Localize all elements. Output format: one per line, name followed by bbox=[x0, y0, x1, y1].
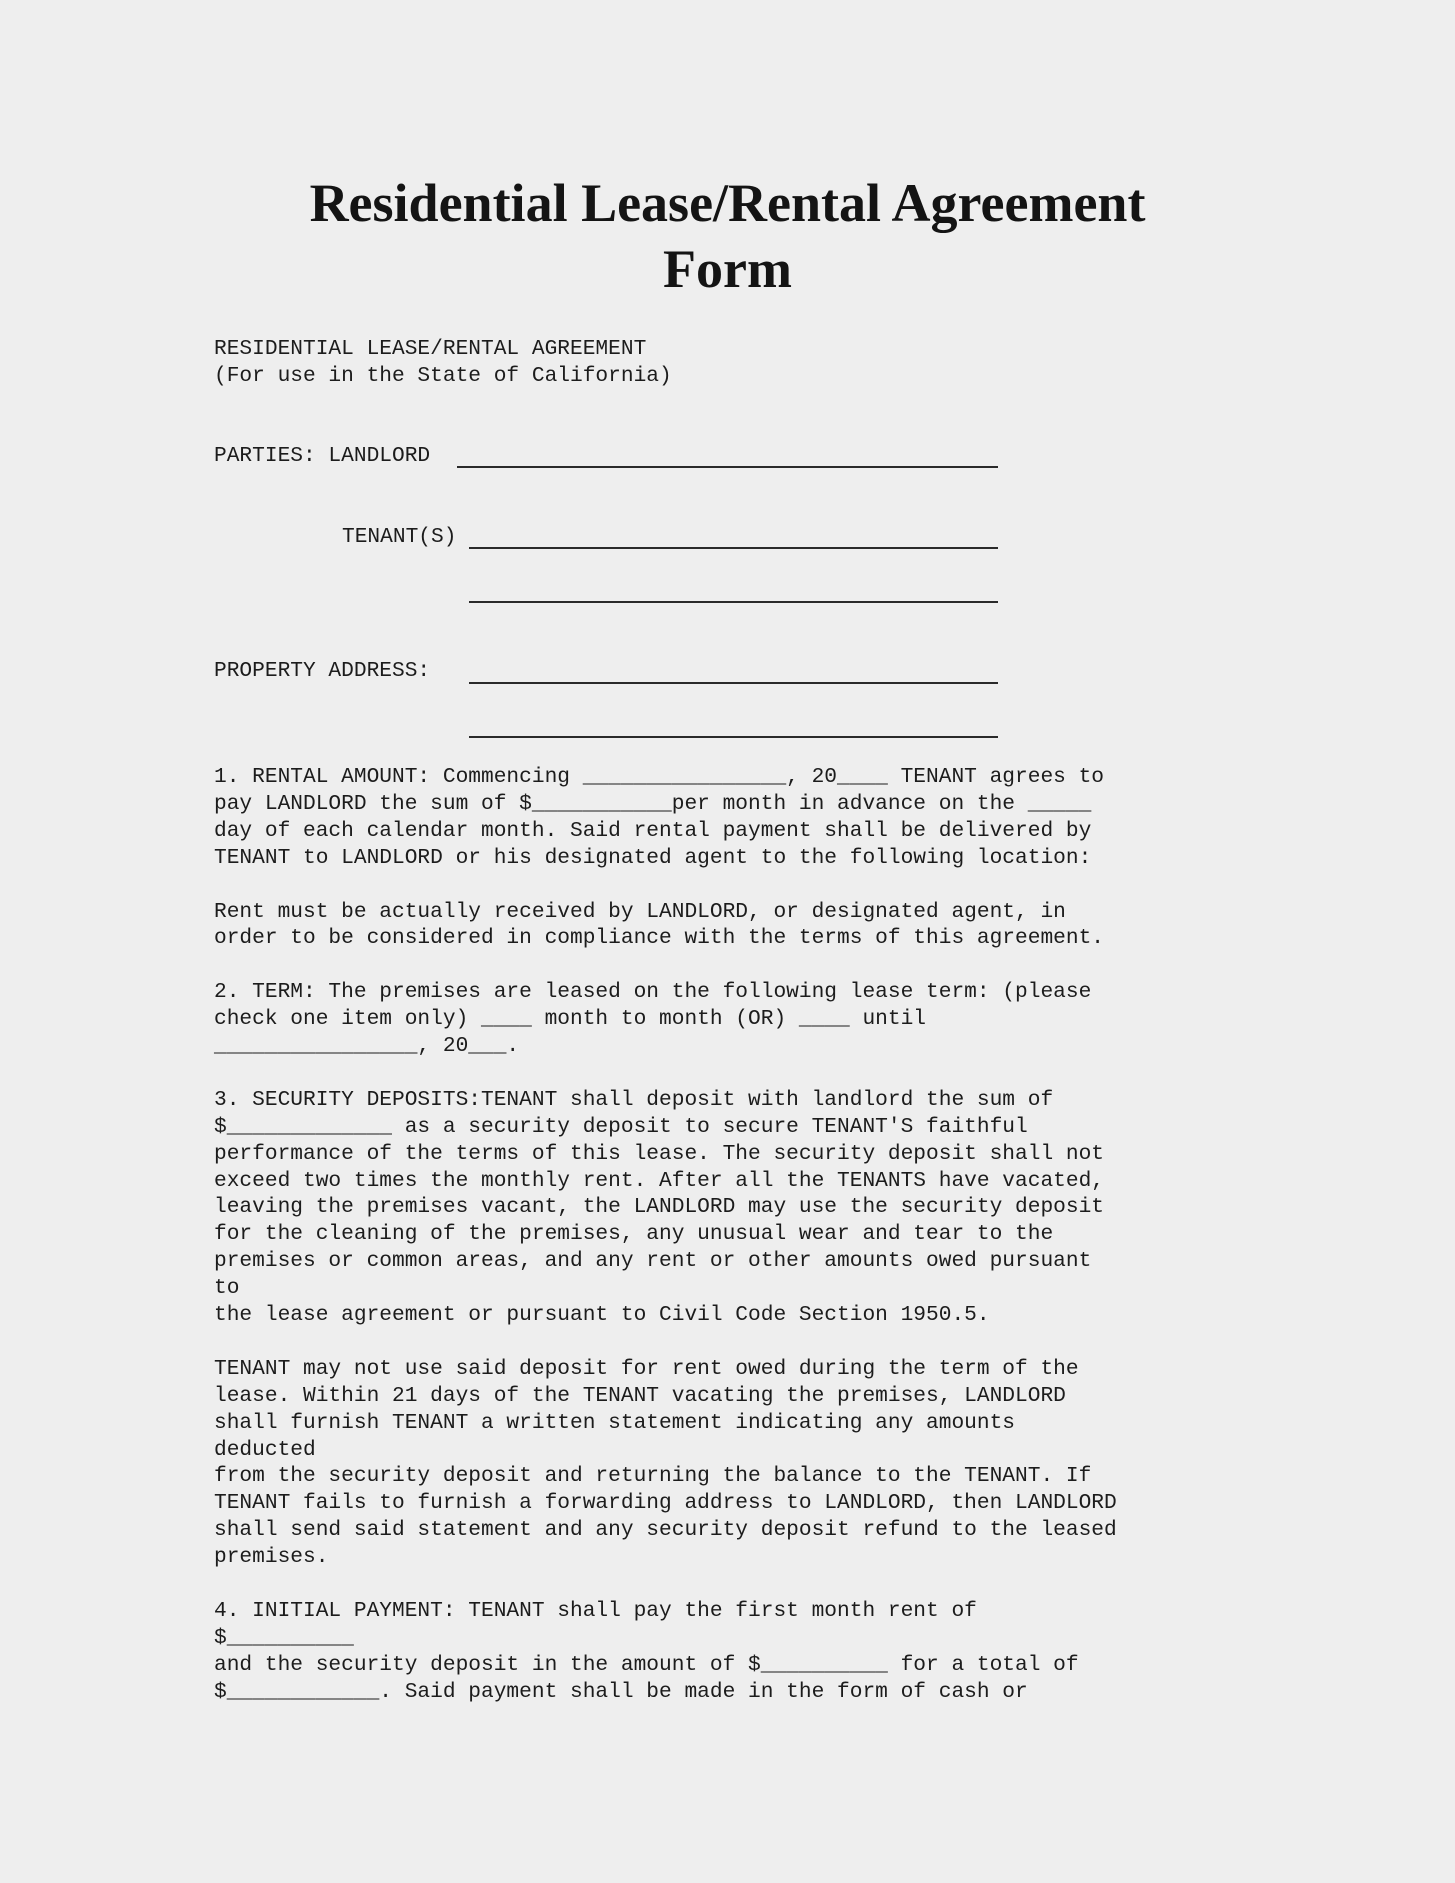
body-line: $__________ bbox=[214, 1625, 354, 1650]
body-line: 4. INITIAL PAYMENT: TENANT shall pay the first month rent of bbox=[214, 1598, 977, 1623]
form-subheading: (For use in the State of California) bbox=[214, 364, 672, 388]
tenant-blank-line-2[interactable] bbox=[469, 601, 998, 603]
body-line: TENANT fails to furnish a forwarding address to LANDLORD, then LANDLORD bbox=[214, 1491, 1117, 1516]
body-line: ________________, 20___. bbox=[214, 1034, 520, 1058]
tenant-label: TENANT(S) bbox=[342, 525, 457, 549]
body-line: $____________. Said payment shall be made in the form of cash or bbox=[214, 1679, 1028, 1704]
body-line: leaving the premises vacant, the LANDLORD may use the security deposit bbox=[214, 1195, 1105, 1220]
body-line: order to be considered in compliance with the terms of this agreement. bbox=[214, 926, 1105, 951]
property-address-label: PROPERTY ADDRESS: bbox=[214, 659, 431, 683]
body-line: pay LANDLORD the sum of $___________per month in advance on the _____ bbox=[214, 791, 1092, 816]
body-line: the lease agreement or pursuant to Civil Code Section 1950.5. bbox=[214, 1303, 990, 1327]
body-line: check one item only) ____ month to month (OR) ____ until bbox=[214, 1007, 927, 1032]
property-address-blank-line-2[interactable] bbox=[469, 736, 998, 738]
landlord-label: PARTIES: LANDLORD bbox=[214, 444, 431, 468]
body-line: from the security deposit and returning the balance to the TENANT. If bbox=[214, 1464, 1092, 1489]
body-line: premises or common areas, and any rent or other amounts owed pursuant bbox=[214, 1249, 1092, 1274]
document-title: Residential Lease/Rental Agreement bbox=[309, 173, 1146, 233]
body-line: and the security deposit in the amount of $__________ for a total of bbox=[214, 1652, 1079, 1677]
body-line: TENANT to LANDLORD or his designated agent to the following location: bbox=[214, 845, 1092, 870]
body-line: 1. RENTAL AMOUNT: Commencing ________________, 20____ TENANT agrees to bbox=[214, 765, 1105, 789]
body-line: for the cleaning of the premises, any unusual wear and tear to the bbox=[214, 1222, 1054, 1247]
body-line: performance of the terms of this lease. The security deposit shall not bbox=[214, 1141, 1105, 1166]
body-line: day of each calendar month. Said rental payment shall be delivered by bbox=[214, 818, 1092, 843]
body-line: 2. TERM: The premises are leased on the following lease term: (please bbox=[214, 980, 1092, 1005]
body-line: 3. SECURITY DEPOSITS:TENANT shall deposit with landlord the sum of bbox=[214, 1087, 1054, 1112]
form-heading: RESIDENTIAL LEASE/RENTAL AGREEMENT bbox=[214, 337, 647, 361]
body-line: to bbox=[214, 1276, 240, 1301]
body-line: shall furnish TENANT a written statement indicating any amounts bbox=[214, 1410, 1016, 1435]
body-line: shall send said statement and any security deposit refund to the leased bbox=[214, 1518, 1117, 1543]
body-line: premises. bbox=[214, 1545, 329, 1570]
body-line: Rent must be actually received by LANDLORD, or designated agent, in bbox=[214, 899, 1066, 924]
property-address-blank-line-1[interactable] bbox=[469, 682, 998, 684]
document-title-line2: Form bbox=[663, 239, 792, 299]
landlord-blank-line[interactable] bbox=[457, 466, 998, 468]
tenant-blank-line-1[interactable] bbox=[469, 547, 998, 549]
body-line: deducted bbox=[214, 1437, 316, 1462]
body-line: $_____________ as a security deposit to secure TENANT'S faithful bbox=[214, 1114, 1028, 1139]
body-line: lease. Within 21 days of the TENANT vacating the premises, LANDLORD bbox=[214, 1383, 1066, 1408]
body-line: TENANT may not use said deposit for rent owed during the term of the bbox=[214, 1356, 1079, 1381]
body-line: exceed two times the monthly rent. After all the TENANTS have vacated, bbox=[214, 1168, 1105, 1193]
